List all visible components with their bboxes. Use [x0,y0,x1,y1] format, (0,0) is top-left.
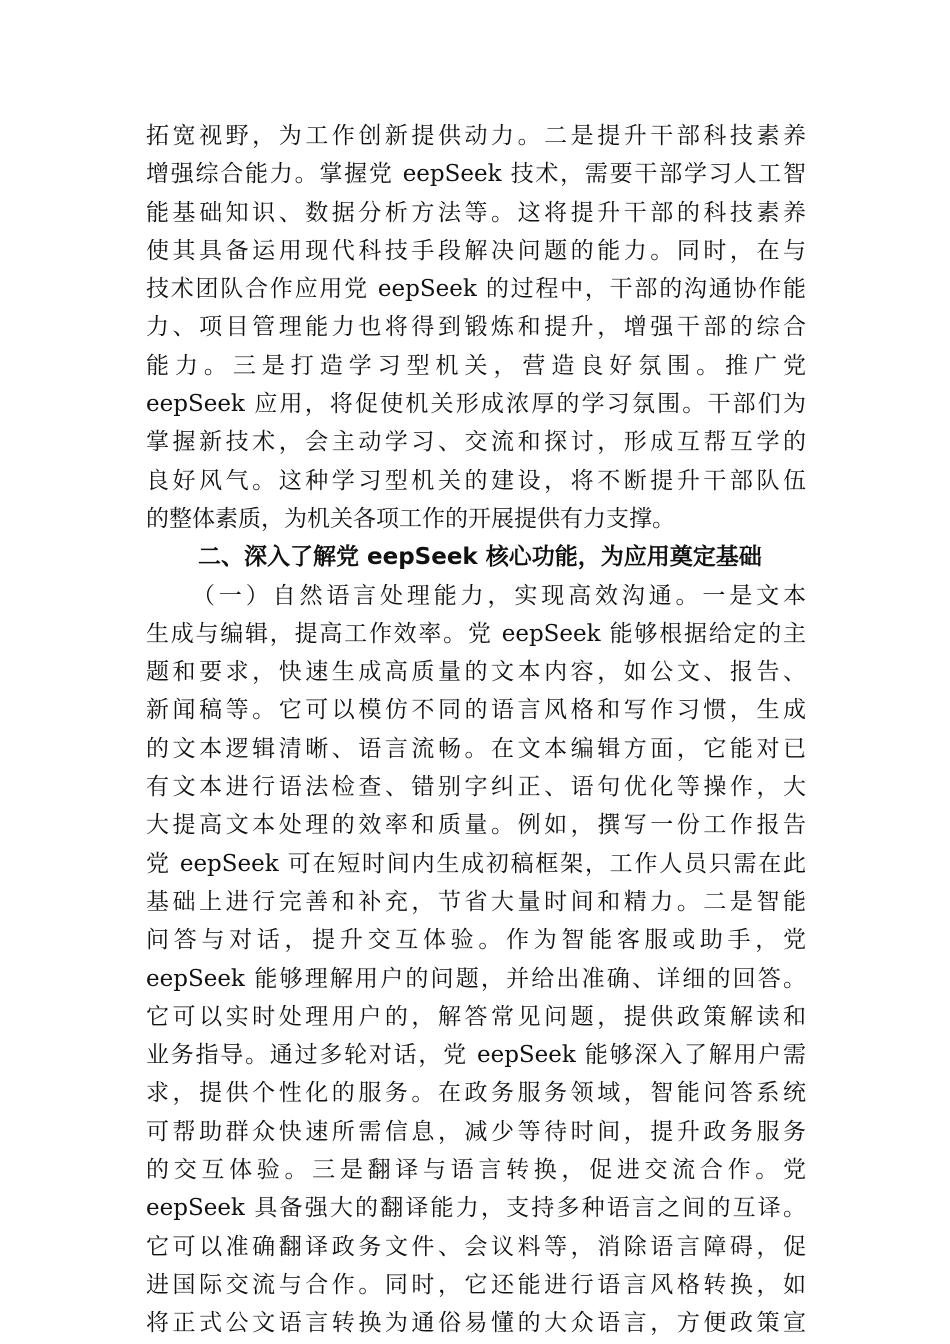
body-line: 可帮助群众快速所需信息，减少等待时间，提升政务服务 [146,1118,806,1145]
body-line: （一）自然语言处理能力，实现高效沟通。一是文本 [192,582,806,609]
body-line: 的文本逻辑清晰、语言流畅。在文本编辑方面，它能对已 [146,735,806,762]
body-line: 新闻稿等。它可以模仿不同的语言风格和写作习惯，生成 [146,697,806,724]
body-line: 力、项目管理能力也将得到锻炼和提升，增强干部的综合 [146,314,806,341]
body-line: 使其具备运用现代科技手段解决问题的能力。同时，在与 [146,237,806,264]
body-line: 的整体素质，为机关各项工作的开展提供有力支撑。 [146,505,675,532]
body-line: eepSeek 具备强大的翻译能力，支持多种语言之间的互译。 [146,1195,806,1222]
body-line: 技术团队合作应用党 eepSeek 的过程中，干部的沟通协作能 [146,276,806,303]
body-line: 拓宽视野，为工作创新提供动力。二是提升干部科技素养 [146,123,806,149]
body-line: 它可以准确翻译政务文件、会议料等，消除语言障碍，促 [146,1233,806,1260]
body-line: eepSeek 能够理解用户的问题，并给出准确、详细的回答。 [146,965,806,992]
body-line: 它可以实时处理用户的，解答常见问题，提供政策解读和 [146,1003,806,1030]
body-line: 将正式公文语言转换为通俗易懂的大众语言，方便政策宣 [146,1310,806,1337]
body-line: 良好风气。这种学习型机关的建设，将不断提升干部队伍 [146,467,806,494]
body-line: 基础上进行完善和补充，节省大量时间和精力。二是智能 [146,888,806,915]
body-line: eepSeek 应用，将促使机关形成浓厚的学习氛围。干部们为 [146,391,806,418]
body-line: 大提高文本处理的效率和质量。例如，撰写一份工作报告 [146,812,806,839]
body-line: 题和要求，快速生成高质量的文本内容，如公文、报告、 [146,659,806,686]
body-line: 问答与对话，提升交互体验。作为智能客服或助手，党 [146,927,806,954]
body-line: 生成与编辑，提高工作效率。党 eepSeek 能够根据给定的主 [146,620,806,647]
section-heading: 二、深入了解党 eepSeek 核心功能，为应用奠定基础 [198,544,762,571]
body-line: 增强综合能力。掌握党 eepSeek 技术，需要干部学习人工智 [146,161,806,188]
body-line: 党 eepSeek 可在短时间内生成初稿框架，工作人员只需在此 [146,850,806,877]
body-line: 能基础知识、数据分析方法等。这将提升干部的科技素养 [146,199,806,226]
body-line: 能力。三是打造学习型机关，营造良好氛围。推广党 [146,352,806,379]
body-line: 业务指导。通过多轮对话，党 eepSeek 能够深入了解用户需 [146,1042,806,1069]
body-line: 的交互体验。三是翻译与语言转换，促进交流合作。党 [146,1157,806,1184]
body-line: 有文本进行语法检查、错别字纠正、语句优化等操作，大 [146,774,806,801]
body-line: 掌握新技术，会主动学习、交流和探讨，形成互帮互学的 [146,429,806,456]
document-body [146,117,806,1343]
body-line: 进国际交流与合作。同时，它还能进行语言风格转换，如 [146,1271,806,1298]
body-line: 求，提供个性化的服务。在政务服务领域，智能问答系统 [146,1080,806,1107]
